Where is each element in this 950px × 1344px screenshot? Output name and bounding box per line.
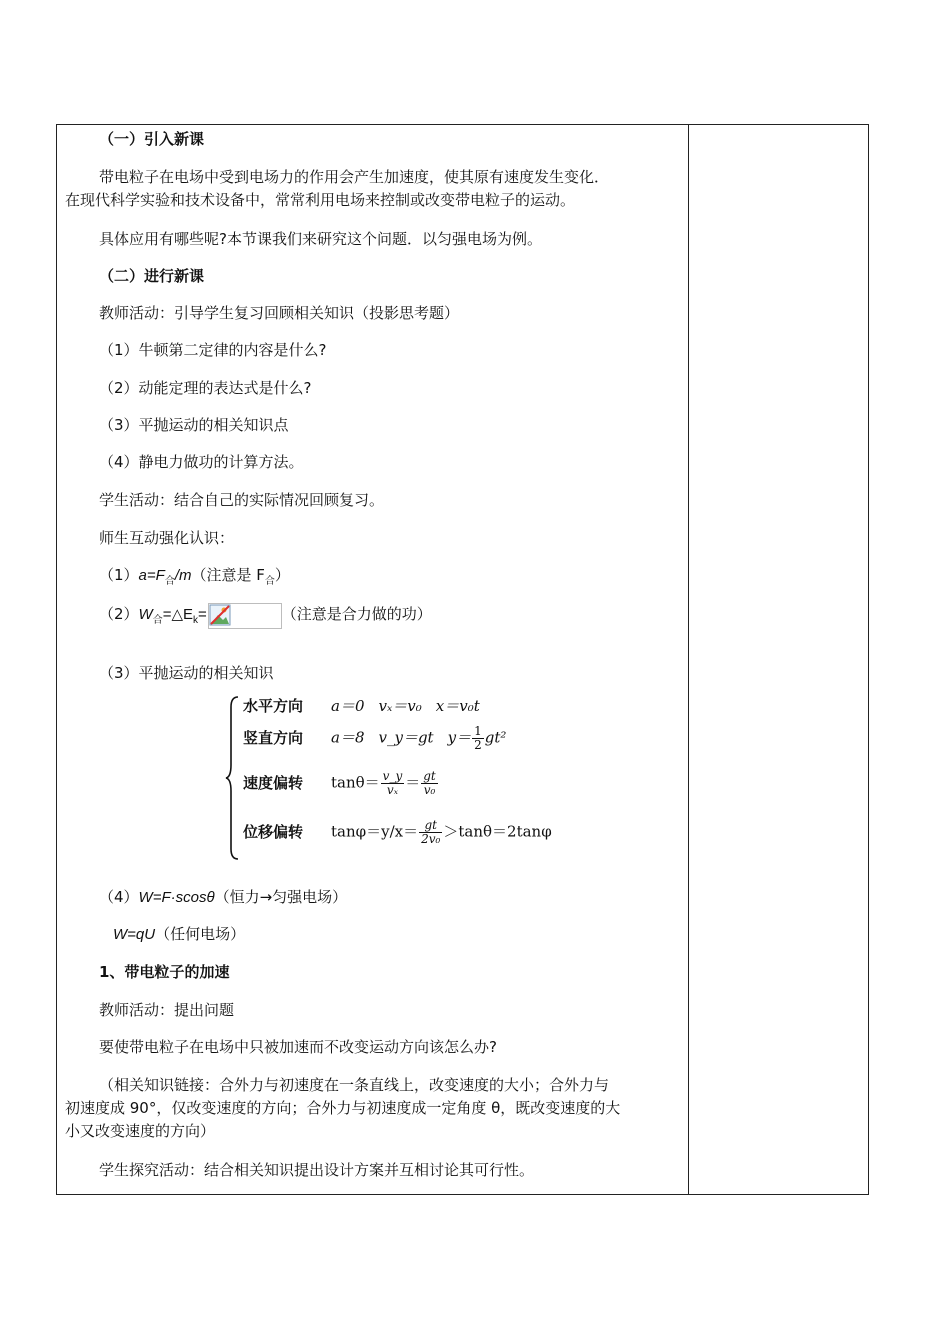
answer-1-note-pre: （注意是 F: [191, 566, 265, 584]
answer-2-prefix: （2）: [99, 605, 139, 623]
acceleration-heading: 1、带电粒子的加速: [99, 963, 230, 981]
answer-4-formula: W=F·scosθ: [138, 889, 215, 906]
row-1-a: a＝0: [331, 697, 365, 715]
answer-2-w: W: [138, 606, 153, 623]
acceleration-question: 要使带电粒子在电场中只被加速而不改变运动方向该怎么办?: [99, 1038, 497, 1056]
formula-row-velocity-deflection: [243, 770, 439, 798]
row-3-fraction-1: [381, 770, 405, 797]
projectile-formula-block: [225, 695, 565, 861]
row-3-den-1: vₓ: [386, 783, 398, 797]
row-3-eq: ＝: [405, 773, 421, 792]
row-3-fraction-2: [421, 770, 438, 797]
row-2-fraction: [472, 725, 484, 752]
answer-4-note: （恒力→匀强电场）: [214, 888, 348, 906]
answer-1-note-post: ）: [274, 566, 290, 584]
answer-2-eq: =△E: [162, 606, 194, 623]
row-1-v: vₓ＝v₀: [378, 697, 422, 715]
curly-brace-icon: [225, 695, 241, 861]
row-2-y-post: gt²: [484, 728, 507, 747]
answer-2-eq2: =: [198, 606, 207, 623]
question-3: （3）平抛运动的相关知识点: [99, 416, 289, 434]
row-3-pre: tanθ＝: [331, 773, 380, 792]
student-exploration: 学生探究活动：结合相关知识提出设计方案并互相讨论其可行性。: [99, 1161, 535, 1179]
answer-5-formula: W=qU: [113, 926, 156, 943]
answer-3: （3）平抛运动的相关知识: [99, 664, 274, 682]
answer-1-note-sub: 合: [264, 576, 275, 587]
knowledge-link-line-3: 小又改变速度的方向）: [65, 1122, 216, 1140]
row-2-v: v_y＝gt: [378, 728, 434, 747]
row-2-label: 竖直方向: [243, 728, 304, 747]
row-1-label: 水平方向: [243, 697, 304, 715]
knowledge-link-line-1: （相关知识链接：合外力与初速度在一条直线上，改变速度的大小；合外力与: [99, 1076, 610, 1094]
row-2-num: 1: [474, 724, 482, 738]
row-2-den: 2: [474, 738, 482, 752]
student-activity: 学生活动：结合自己的实际情况回顾复习。: [99, 491, 385, 509]
question-1: （1）牛顿第二定律的内容是什么?: [99, 341, 327, 359]
formula-row-displacement-deflection: [243, 819, 552, 847]
answer-1-prefix: （1）: [99, 566, 139, 584]
row-4-label: 位移偏转: [243, 822, 304, 841]
question-4: （4）静电力做功的计算方法。: [99, 453, 304, 471]
intro-paragraph-line-2: 在现代科学实验和技术设备中，常常利用电场来控制或改变带电粒子的运动。: [65, 191, 576, 209]
answer-1-formula: a=F: [138, 567, 165, 584]
answer-1-sub: 合: [164, 576, 175, 587]
row-3-label: 速度偏转: [243, 773, 304, 792]
question-2: （2）动能定理的表达式是什么?: [99, 379, 312, 397]
knowledge-link-line-2: 初速度成 90°，仅改变速度的方向；合外力与初速度成一定角度 θ，既改变速度的大: [65, 1099, 621, 1117]
row-4-fraction: [419, 819, 442, 846]
answer-2-sub: 合: [152, 615, 163, 626]
answer-5-note: （任何电场）: [155, 925, 246, 943]
broken-image-placeholder: [208, 603, 282, 629]
row-1-x: x＝v₀t: [435, 697, 480, 715]
intro-heading: （一）引入新课: [99, 130, 205, 148]
row-2-y-pre: y＝: [447, 728, 472, 747]
row-4-post: ＞tanθ＝2tanφ: [443, 822, 552, 841]
answer-2-note: （注意是合力做的功）: [281, 605, 432, 623]
answer-1-div: /m: [174, 567, 192, 584]
answer-2-k: k: [193, 615, 199, 626]
teacher-question-activity: 教师活动：提出问题: [99, 1001, 235, 1019]
answer-4-prefix: （4）: [99, 888, 139, 906]
intro-paragraph-line-1: 带电粒子在电场中受到电场力的作用会产生加速度，使其原有速度发生变化．: [99, 168, 610, 186]
row-4-den: 2v₀: [421, 832, 441, 846]
answer-2: [57, 603, 688, 629]
row-4-pre: tanφ＝y/x＝: [331, 822, 419, 841]
broken-image-icon: [209, 604, 231, 626]
row-3-den-2: v₀: [423, 783, 436, 797]
answer-1: [57, 565, 688, 586]
row-4-num: gt: [419, 819, 442, 833]
teacher-activity: 教师活动：引导学生复习回顾相关知识（投影思考题）: [99, 304, 460, 322]
row-2-a: a＝8: [331, 728, 365, 747]
lesson-table: [56, 124, 869, 1195]
row-3-num-2: gt: [423, 769, 436, 783]
notes-column: [689, 125, 868, 1194]
intro-paragraph-2: 具体应用有哪些呢?本节课我们来研究这个问题．以匀强电场为例。: [99, 230, 542, 248]
interaction-heading: 师生互动强化认识：: [99, 529, 235, 547]
main-column: [57, 125, 688, 1194]
formula-row-horizontal: [243, 695, 480, 723]
answer-4: [57, 887, 688, 908]
row-3-num-1: v_y: [382, 769, 403, 783]
answer-5: [57, 924, 688, 945]
new-lesson-heading: （二）进行新课: [99, 267, 205, 285]
formula-row-vertical: [243, 725, 506, 753]
